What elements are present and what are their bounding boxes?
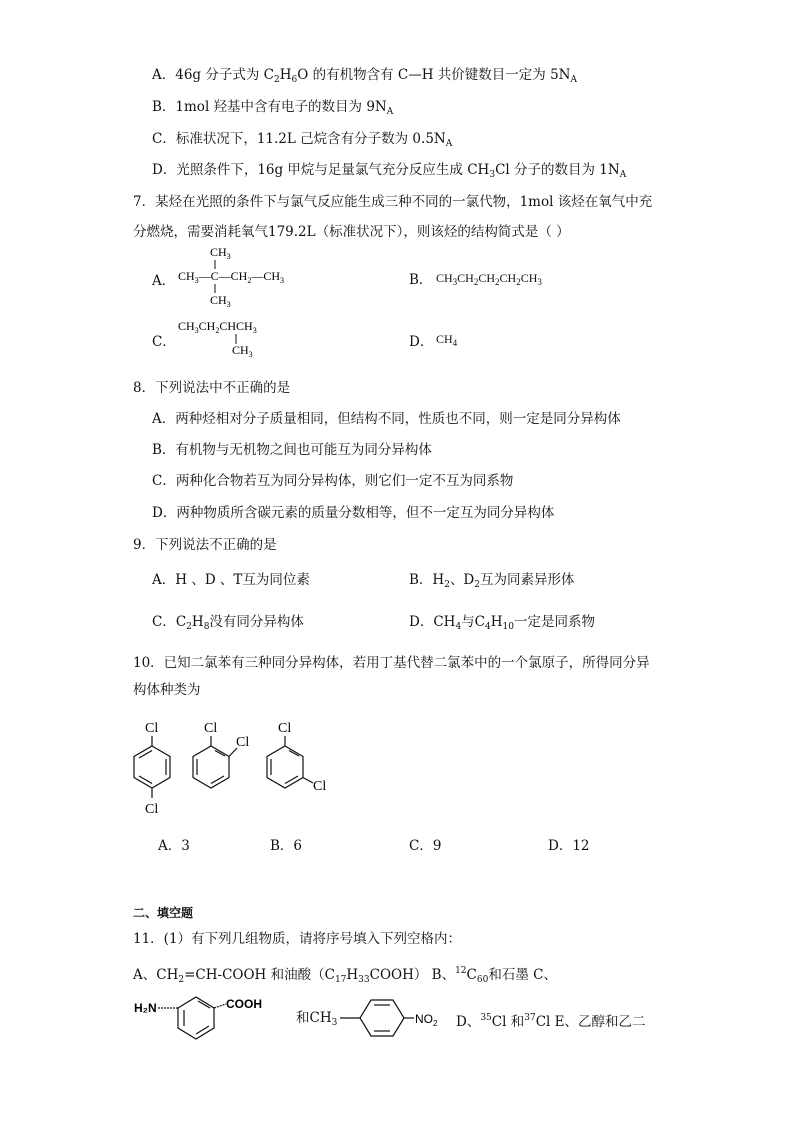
para-dichlorobenzene — [134, 721, 170, 817]
q9-stem: 9．下列说法不正确的是 — [133, 537, 277, 553]
q10-option-b: B．6 — [270, 838, 303, 854]
q6-option-d: D．光照条件下，16g 甲烷与足量氯气充分反应生成 $CH_3Cl$ 分子的数目为 $1N_A$ — [152, 162, 627, 180]
q7-option-b-label: B． — [409, 272, 433, 288]
section-title-fill-in: 二、填空题 — [133, 906, 194, 920]
q7a-ch3-bottom: $CH_3$ — [210, 293, 231, 308]
q6-option-a: A．46g 分子式为 $C_2H_6O$ 的有机物含有 C—H 共价键数目一定为 $5N_A$ — [152, 67, 577, 85]
svg-text:COOH: COOH — [226, 997, 262, 1011]
q7c-main-chain: $CH_3CH_2CHCH_3$ — [178, 319, 257, 335]
svg-text:Cl: Cl — [313, 779, 327, 794]
svg-text:Cl: Cl — [236, 735, 250, 750]
q7-option-d-label: D． — [409, 334, 434, 350]
q6-option-b: B．1mol 羟基中含有电子的数目为 $9N_A$ — [152, 99, 394, 117]
q10-option-d: D．12 — [548, 838, 590, 854]
q10-dichlorobenzene-structures — [120, 712, 350, 822]
q7-stem-line2: 分燃烧，需要消耗氧气179.2L（标准状况下），则该烃的结构简式是（ ） — [133, 224, 570, 240]
q8-option-b: B．有机物与无机物之间也可能互为同分异构体 — [152, 442, 432, 458]
q7-option-a-structure — [176, 244, 316, 308]
q7-option-a-label: A． — [152, 273, 176, 289]
q7a-main-chain: $CH_3—C—CH_2—CH_3$ — [178, 269, 285, 285]
q8-option-d: D．两种物质所含碳元素的质量分数相等，但不一定互为同分异构体 — [152, 505, 555, 521]
q10-stem-line2: 构体种类为 — [133, 682, 201, 698]
q7-option-b-formula: $CH_3CH_2CH_2CH_2CH_3$ — [436, 271, 542, 287]
q9-option-c: C．$C_2H_8$没有同分异构体 — [152, 614, 304, 632]
q10-stem-line1: 10．已知二氯苯有三种同分异构体，若用丁基代替二氯苯中的一个氯原子，所得同分异 — [133, 655, 650, 671]
q11-aminobenzoic-acid-structure — [130, 992, 280, 1044]
q11-line-a: A、$CH_2=CH$-COOH 和油酸$(C_{17}H_{33}COOH)$ B、$^{12}C_{60}$和石墨 C、 — [133, 966, 557, 985]
q7-stem-line1: 7．某烃在光照的条件下与氯气反应能生成三种不同的一氯代物，1mol 该烃在氧气中充 — [133, 194, 653, 210]
q10-option-a: A．3 — [158, 838, 190, 854]
nitro-group: $NO_2$ — [415, 1012, 438, 1028]
q11-nitrotoluene-structure — [340, 996, 460, 1042]
q7a-ch3-top: $CH_3$ — [210, 245, 231, 261]
q11-and-ch3: 和$CH_3$ — [296, 1010, 338, 1028]
ortho-dichlorobenzene — [193, 721, 249, 788]
q11-stem: 11．(1）有下列几组物质，请将序号填入下列空格内： — [133, 931, 462, 947]
q9-option-b: B．$H_2$、$D_2$互为同素异形体 — [409, 572, 575, 590]
q9-option-d: D．$CH_4$与$C_4H_{10}$一定是同系物 — [409, 614, 595, 632]
meta-dichlorobenzene — [267, 721, 326, 794]
q9-option-a: A．H 、D 、T互为同位素 — [152, 572, 310, 588]
svg-text:Cl: Cl — [278, 721, 292, 736]
q7c-branch: $CH_3$ — [232, 343, 253, 359]
svg-text:Cl: Cl — [204, 721, 218, 736]
q8-stem: 8．下列说法中不正确的是 — [133, 380, 291, 396]
q8-option-c: C．两种化合物若互为同分异构体，则它们一定不互为同系物 — [152, 473, 514, 489]
svg-text:Cl: Cl — [145, 721, 159, 736]
q7-option-c-label: C． — [152, 334, 176, 350]
svg-text:H₂N: H₂N — [134, 1001, 157, 1015]
q7-option-d-formula: $CH_4$ — [436, 332, 458, 348]
svg-text:Cl: Cl — [145, 802, 159, 817]
q7-option-c-structure — [176, 314, 296, 364]
q8-option-a: A．两种烃相对分子质量相同，但结构不同，性质也不同，则一定是同分异构体 — [152, 411, 621, 427]
q10-option-c: C．9 — [409, 838, 442, 854]
q6-option-c: C．标准状况下，11.2L 己烷含有分子数为 $0.5N_A$ — [152, 131, 453, 149]
q11-option-d-e: D、$^{35}$Cl 和$^{37}$Cl E、乙醇和乙二 — [456, 1013, 646, 1030]
